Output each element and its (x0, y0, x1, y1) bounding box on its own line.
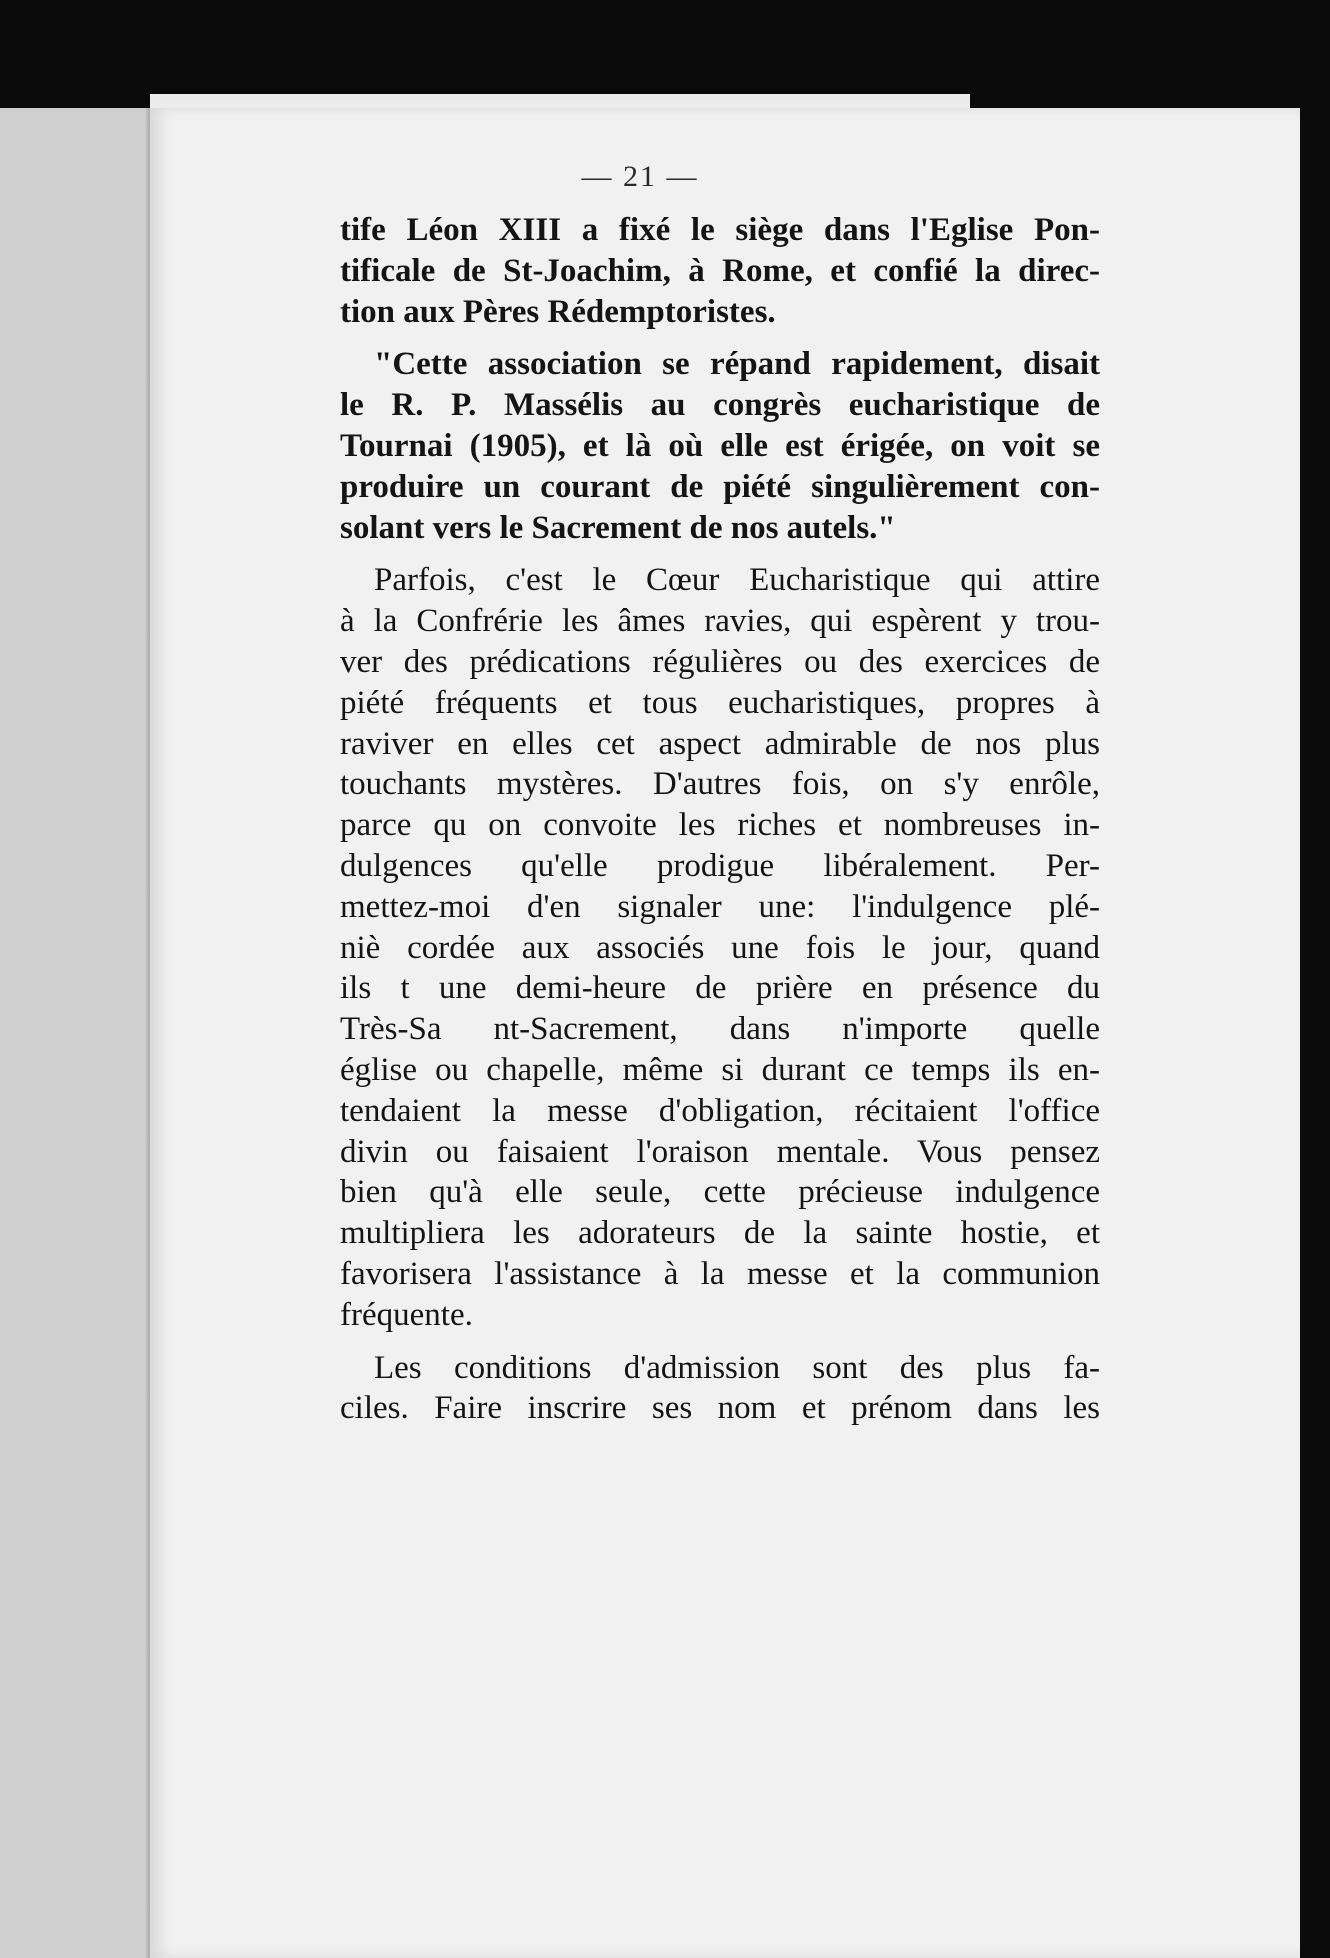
text-line: Parfois, c'est le Cœur Eucharistique qui attire (374, 562, 1100, 599)
body-text (340, 210, 1100, 1429)
text-line: solant vers le Sacrement de nos autels." (340, 509, 896, 546)
text-line: le R. P. Massélis au congrès eucharistique de (340, 387, 1100, 424)
text-line: tendaient la messe d'obligation, récitaient l'office (340, 1092, 1100, 1129)
text-line: parce qu on convoite les riches et nombreuses in- (340, 807, 1100, 844)
text-line: produire un courant de piété singulièrement con- (340, 468, 1100, 505)
text-line: ils t une demi-heure de prière en présence du (340, 970, 1100, 1007)
text-line: ver des prédications régulières ou des exercices de (340, 643, 1100, 680)
text-line: multipliera les adorateurs de la sainte hostie, et (340, 1215, 1100, 1252)
text-line: divin ou faisaient l'oraison mentale. Vous pensez (340, 1133, 1100, 1170)
text-line: tife Léon XIII a fixé le siège dans l'Eglise Pon- (340, 212, 1100, 248)
text-line: favorisera l'assistance à la messe et la communion (340, 1255, 1100, 1292)
left-page-edge (0, 108, 160, 1958)
text-line: ciles. Faire inscrire ses nom et prénom dans les (340, 1390, 1100, 1427)
text-line: raviver en elles cet aspect admirable de nos plus (340, 725, 1100, 762)
paragraph-3 (340, 560, 1100, 1335)
text-line: piété fréquents et tous eucharistiques, propres à (340, 684, 1100, 721)
text-line: "Cette association se répand rapidement, disait (374, 346, 1100, 383)
text-line: église ou chapelle, même si durant ce temps ils en- (340, 1051, 1100, 1088)
text-line: tion aux Pères Rédemptoristes. (340, 293, 776, 330)
text-line: Les conditions d'admission sont des plus fa- (374, 1349, 1100, 1386)
paragraph-2 (340, 344, 1100, 548)
paragraph-4 (340, 1348, 1100, 1430)
text-line: à la Confrérie les âmes ravies, qui espèrent y trou- (340, 603, 1100, 640)
text-line: Très-Sa nt-Sacrement, dans n'importe quelle (340, 1011, 1100, 1048)
text-line: mettez-moi d'en signaler une: l'indulgence plé- (340, 888, 1100, 925)
text-line: tificale de St-Joachim, à Rome, et confié la direc- (340, 252, 1100, 289)
text-line: bien qu'à elle seule, cette précieuse indulgence (340, 1174, 1100, 1211)
paragraph-1 (340, 210, 1100, 332)
text-line: fréquente. (340, 1296, 473, 1333)
page-number: — 21 — (581, 160, 699, 193)
text-line: touchants mystères. D'autres fois, on s'y enrôle, (340, 766, 1100, 803)
text-line: Tournai (1905), et là où elle est érigée, on voit se (340, 427, 1100, 464)
text-line: niè cordée aux associés une fois le jour, quand (340, 929, 1100, 966)
text-line: dulgences qu'elle prodigue libéralement. Per- (340, 847, 1100, 884)
